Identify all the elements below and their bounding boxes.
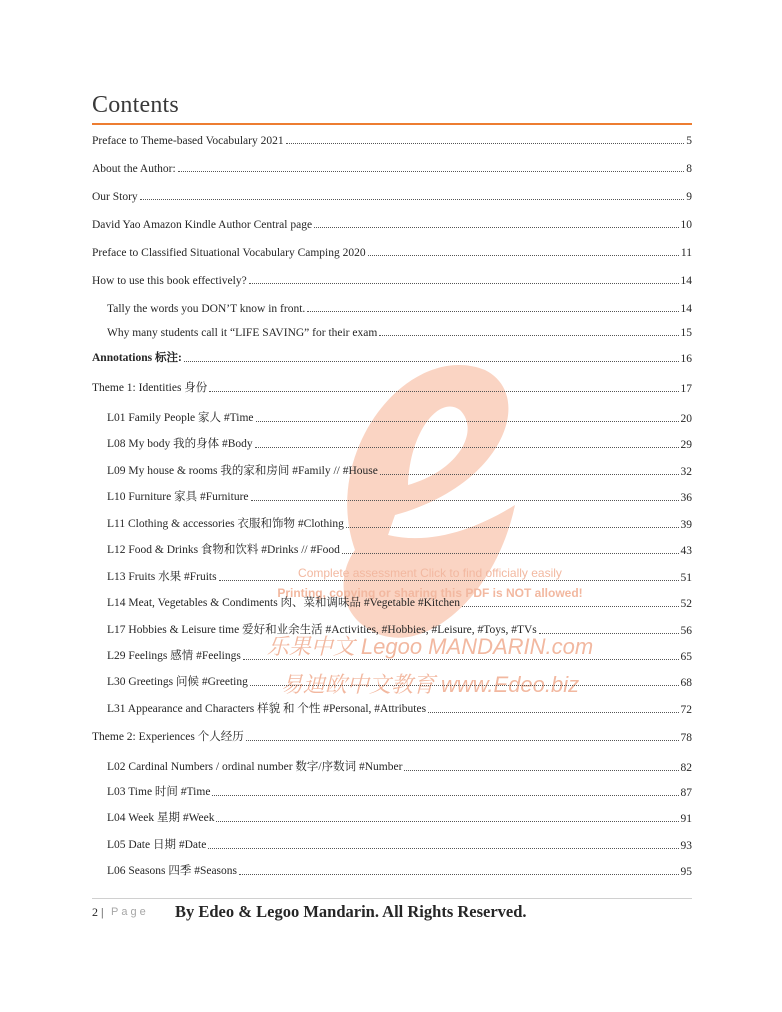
toc-entry[interactable] <box>107 515 692 531</box>
toc-page-number: 43 <box>680 545 692 557</box>
toc-label: L08 My body 我的身体 #Body <box>107 438 253 450</box>
toc-label: L14 Meat, Vegetables & Condiments 肉、菜和调味品 #Vegetable #Kitchen <box>107 597 461 609</box>
toc-entry[interactable] <box>92 728 692 744</box>
toc-page-number: 39 <box>680 519 692 531</box>
toc-page-number: 68 <box>680 677 692 689</box>
toc-label: L10 Furniture 家具 #Furniture <box>107 491 249 503</box>
toc-page-number: 10 <box>680 219 692 231</box>
toc-leader <box>250 684 679 686</box>
toc-leader <box>243 658 679 660</box>
toc-entry[interactable] <box>107 700 692 716</box>
toc-page-number: 32 <box>680 466 692 478</box>
toc-leader <box>246 739 679 741</box>
toc-page-number: 29 <box>680 439 692 451</box>
toc-label: Our Story <box>92 191 138 203</box>
toc-leader <box>314 226 678 228</box>
toc-page-number: 16 <box>680 353 692 365</box>
toc-page-number: 36 <box>680 492 692 504</box>
toc-entry[interactable] <box>107 568 692 584</box>
toc-leader <box>239 873 678 875</box>
toc-leader <box>307 310 678 312</box>
toc-leader <box>216 820 678 822</box>
toc-entry[interactable] <box>107 594 692 610</box>
toc-leader <box>209 390 678 392</box>
toc-entry[interactable] <box>92 131 692 147</box>
toc-label: L06 Seasons 四季 #Seasons <box>107 865 238 877</box>
toc-page-number: 52 <box>680 598 692 610</box>
toc-label: Theme 1: Identities 身份 <box>92 382 208 394</box>
toc-entry[interactable] <box>107 647 692 663</box>
toc-entry[interactable] <box>92 159 692 175</box>
toc-page-number: 5 <box>686 135 692 147</box>
toc-label: L03 Time 时间 #Time <box>107 786 211 798</box>
toc-leader <box>462 605 678 607</box>
title-underline <box>92 123 692 125</box>
watermark-text: Complete assessment Click to find officially easily <box>298 566 562 580</box>
toc-label: L05 Date 日期 #Date <box>107 839 207 851</box>
toc-page-number: 15 <box>680 327 692 339</box>
toc-leader <box>178 170 685 172</box>
toc-page-number: 65 <box>680 651 692 663</box>
toc-entry[interactable] <box>107 673 692 689</box>
toc-leader <box>255 446 679 448</box>
toc-entry[interactable] <box>107 541 692 557</box>
footer-page-word: Page <box>111 906 149 918</box>
toc-page-number: 82 <box>680 762 692 774</box>
toc-label: L17 Hobbies & Leisure time 爱好和业余生活 #Activities, #Hobbies, #Leisure, #Toys, #TVs <box>107 624 537 636</box>
toc-leader <box>404 769 678 771</box>
toc-page-number: 95 <box>680 866 692 878</box>
toc-page-number: 8 <box>686 163 692 175</box>
toc-page-number: 11 <box>680 247 692 259</box>
toc-label: Preface to Theme-based Vocabulary 2021 <box>92 135 284 147</box>
toc-label: Theme 2: Experiences 个人经历 <box>92 731 244 743</box>
toc-label: L01 Family People 家人 #Time <box>107 412 254 424</box>
toc-leader <box>256 420 679 422</box>
toc-page-number: 14 <box>680 275 692 287</box>
toc-leader <box>346 526 679 528</box>
toc-entry[interactable] <box>107 462 692 478</box>
toc-entry[interactable] <box>107 783 692 799</box>
toc-page-number: 87 <box>680 787 692 799</box>
toc-entry[interactable] <box>107 299 692 315</box>
toc-leader <box>249 282 679 284</box>
toc-label: Why many students call it “LIFE SAVING” for their exam <box>107 327 378 339</box>
toc-entry[interactable] <box>92 187 692 203</box>
toc-leader <box>208 847 678 849</box>
toc-label: L11 Clothing & accessories 衣服和饰物 #Clothing <box>107 518 344 530</box>
toc-label: David Yao Amazon Kindle Author Central page <box>92 219 313 231</box>
toc-label: L04 Week 星期 #Week <box>107 812 215 824</box>
toc-label: L29 Feelings 感情 #Feelings <box>107 650 241 662</box>
toc-entry[interactable] <box>92 271 692 287</box>
toc-label: L13 Fruits 水果 #Fruits <box>107 571 217 583</box>
toc-page-number: 51 <box>680 572 692 584</box>
toc-entry[interactable] <box>107 758 692 774</box>
toc-label: L31 Appearance and Characters 样貌 和 个性 #Personal, #Attributes <box>107 703 427 715</box>
toc-label: L30 Greetings 问候 #Greeting <box>107 676 248 688</box>
toc-page-number: 78 <box>680 732 692 744</box>
toc-entry[interactable] <box>107 323 692 339</box>
footer-page-number: 2 | <box>92 905 104 919</box>
toc-entry[interactable] <box>107 862 692 878</box>
toc-page-number: 17 <box>680 383 692 395</box>
toc-entry[interactable] <box>107 409 692 425</box>
watermark-text: 易迪欧中文教育 www.Edeo.biz <box>280 672 580 697</box>
toc-label: Annotations 标注: <box>92 352 182 364</box>
toc-leader <box>184 360 679 362</box>
toc-entry[interactable] <box>107 621 692 637</box>
toc-leader <box>251 499 679 501</box>
watermark-text: Printing, copying or sharing this PDF is NOT allowed! <box>277 586 583 600</box>
toc-leader <box>342 552 679 554</box>
toc-leader <box>428 711 678 713</box>
toc-leader <box>286 142 685 144</box>
toc-entry[interactable] <box>92 215 692 231</box>
footer-copyright: By Edeo & Legoo Mandarin. All Rights Reserved. <box>175 902 527 921</box>
toc-leader <box>539 632 679 634</box>
toc-entry[interactable] <box>107 809 692 825</box>
toc-label: About the Author: <box>92 163 176 175</box>
toc-entry[interactable] <box>107 836 692 852</box>
footer-divider <box>92 898 692 899</box>
toc-leader <box>380 473 679 475</box>
toc-page-number: 91 <box>680 813 692 825</box>
toc-page-number: 72 <box>680 704 692 716</box>
toc-entry[interactable] <box>92 349 692 365</box>
watermark-text: 乐果中文 Legoo MANDARIN.com <box>266 634 594 659</box>
toc-leader <box>379 334 678 336</box>
toc-page-number: 14 <box>680 303 692 315</box>
toc-entry[interactable] <box>92 243 692 259</box>
toc-page-number: 56 <box>680 625 692 637</box>
toc-leader <box>140 198 685 200</box>
toc-leader <box>368 254 679 256</box>
toc-entry[interactable] <box>107 488 692 504</box>
toc-label: L09 My house & rooms 我的家和房间 #Family // #House <box>107 465 378 477</box>
toc-label: Preface to Classified Situational Vocabulary Camping 2020 <box>92 247 366 259</box>
toc-label: L02 Cardinal Numbers / ordinal number 数字/序数词 #Number <box>107 761 403 773</box>
toc-label: How to use this book effectively? <box>92 275 247 287</box>
toc-entry[interactable] <box>92 379 692 395</box>
toc-label: Tally the words you DON’T know in front. <box>107 303 306 315</box>
toc-page-number: 93 <box>680 840 692 852</box>
toc-page-number: 20 <box>680 413 692 425</box>
toc-leader <box>219 579 679 581</box>
page-title: Contents <box>92 92 179 118</box>
toc-page-number: 9 <box>686 191 692 203</box>
toc-leader <box>212 794 678 796</box>
toc-label: L12 Food & Drinks 食物和饮料 #Drinks // #Food <box>107 544 340 556</box>
toc-entry[interactable] <box>107 435 692 451</box>
